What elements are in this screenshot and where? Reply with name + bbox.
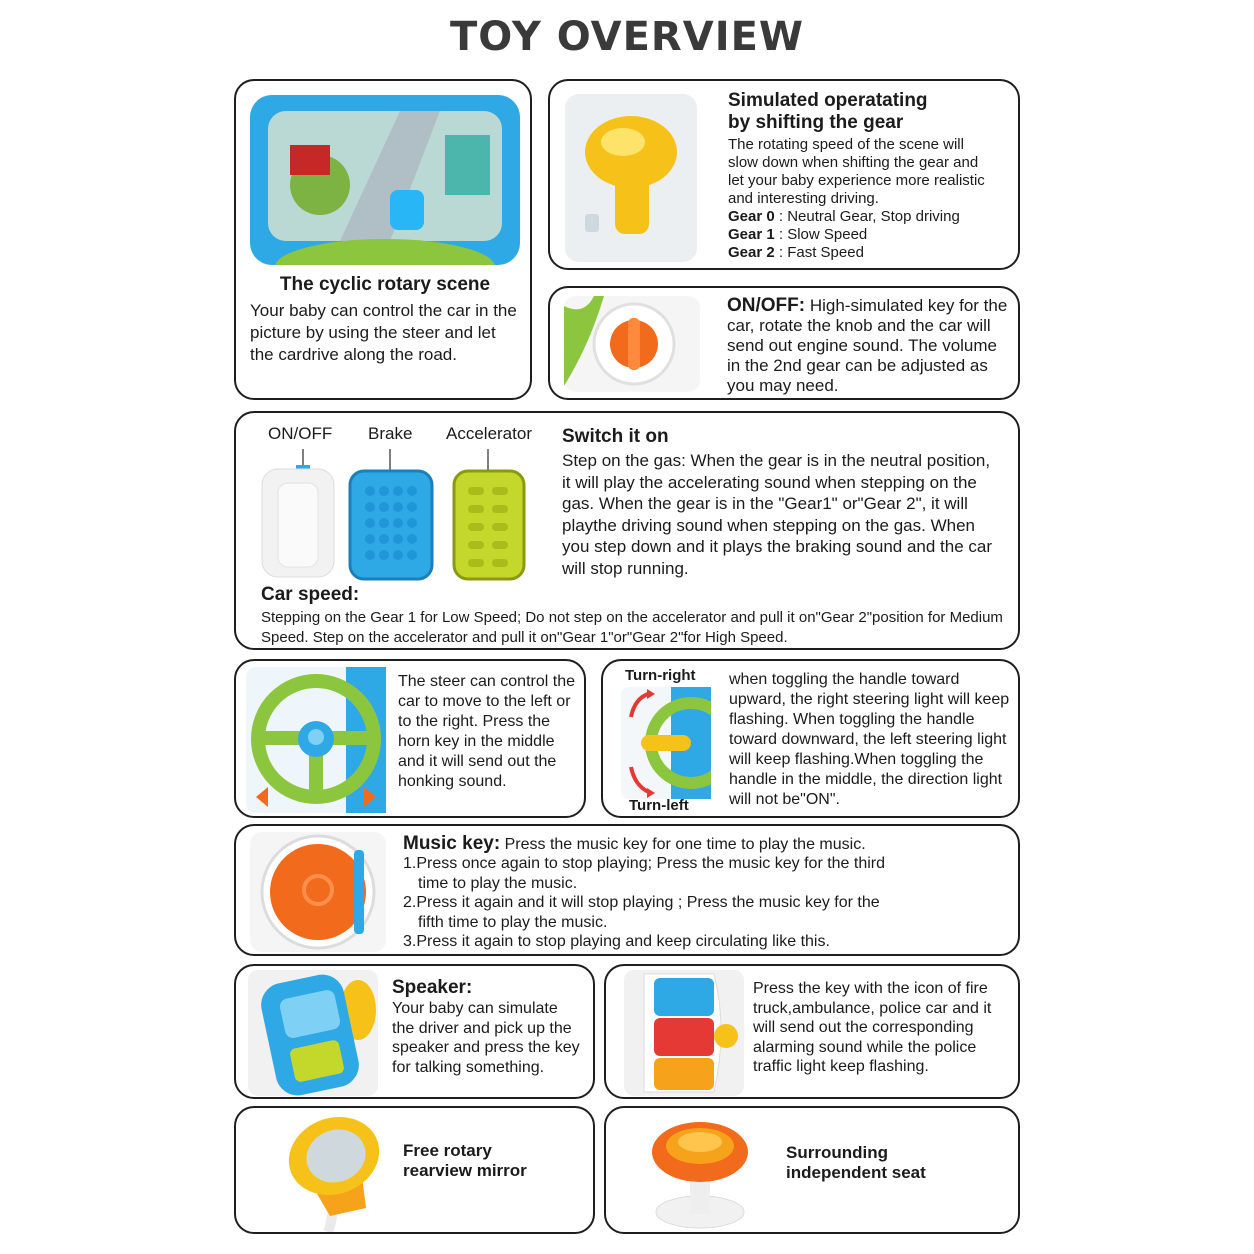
card-mirror bbox=[234, 1106, 595, 1234]
pedal-label-accelerator: Accelerator bbox=[446, 424, 532, 443]
steer-body: The steer can control the car to move to the left or to the right. Press the horn key in the middle and it will send out the honking sound. bbox=[398, 673, 575, 790]
car-speed-body: Stepping on the Gear 1 for Low Speed; Do not step on the accelerator and pull it on"Gear 2"position for Medium Speed. Step on the accelerator and pull it on"Gear 1"or"Gear 2"for High Speed. bbox=[261, 609, 1003, 646]
music-line-3: 2.Press it again and it will stop playing ; Press the music key for the bbox=[403, 894, 880, 911]
turn-right-label: Turn-right bbox=[625, 667, 696, 684]
rotary-scene-heading: The cyclic rotary scene bbox=[279, 274, 491, 295]
rotary-scene-image bbox=[250, 95, 520, 265]
speaker-body: Your baby can simulate the driver and pick up the speaker and press the key for talking something. bbox=[392, 1000, 580, 1076]
switch-body: Step on the gas: When the gear is in the neutral position, it will play the accelerating sound when stepping on the gas. When the gear is in the "Gear1" or"Gear 2", it will playthe driving sound when stepping on the gas. When you step down and it plays the braking sound and the car will stop running. bbox=[562, 451, 993, 578]
music-line-1: 1.Press once again to stop playing; Press the music key for the third bbox=[403, 855, 886, 872]
card-onoff-knob bbox=[548, 286, 1020, 400]
pedals-image bbox=[258, 449, 538, 583]
turn-handle-image bbox=[621, 687, 711, 799]
steering-wheel-image bbox=[246, 667, 386, 813]
mirror-line1: Free rotary bbox=[403, 1141, 492, 1160]
gear-heading-line2: by shifting the gear bbox=[728, 112, 904, 133]
gear-item-2: Gear 2 : Fast Speed bbox=[728, 244, 864, 261]
music-label: Music key: bbox=[403, 833, 501, 854]
onoff-body: High-simulated key for the car, rotate the knob and the car will send out engine sound. The volume in the 2nd gear can be adjusted as you may need. bbox=[727, 296, 1008, 395]
speaker-heading: Speaker: bbox=[392, 977, 473, 998]
music-intro: Press the music key for one time to play the music. bbox=[504, 836, 866, 853]
music-key-image bbox=[250, 832, 386, 952]
onoff-knob-image bbox=[564, 296, 700, 392]
pedal-label-onoff: ON/OFF bbox=[268, 424, 333, 443]
gear-body: The rotating speed of the scene will slow down when shifting the gear and let your baby experience more realistic and interesting driving. bbox=[728, 136, 985, 207]
seat-image bbox=[642, 1112, 752, 1232]
rotary-scene-body: Your baby can control the car in the picture by using the steer and let the cardrive along the road. bbox=[250, 301, 517, 364]
gear-shifter-image bbox=[565, 94, 697, 262]
card-speaker bbox=[234, 964, 595, 1099]
gear-item-1: Gear 1 : Slow Speed bbox=[728, 226, 868, 243]
card-seat bbox=[604, 1106, 1020, 1234]
music-intro-line bbox=[403, 834, 866, 855]
seat-line1: Surrounding bbox=[786, 1143, 888, 1162]
turn-left-label: Turn-left bbox=[629, 797, 689, 814]
seat-line2: independent seat bbox=[786, 1163, 926, 1182]
page-title: TOY OVERVIEW bbox=[449, 14, 805, 60]
music-line-5: 3.Press it again to stop playing and keep circulating like this. bbox=[403, 933, 830, 950]
card-music-key bbox=[234, 824, 1020, 956]
music-line-4: fifth time to play the music. bbox=[418, 914, 608, 931]
alarm-keys-image bbox=[624, 970, 744, 1096]
speaker-phone-image bbox=[248, 970, 378, 1096]
mirror-line2: rearview mirror bbox=[403, 1161, 527, 1180]
alarm-body: Press the key with the icon of fire truck,ambulance, police car and it will send out the corresponding alarming sound while the police traffic light keep flashing. bbox=[753, 980, 992, 1075]
rearview-mirror-image bbox=[270, 1112, 390, 1232]
card-rotary-scene bbox=[234, 79, 532, 400]
card-switch bbox=[234, 411, 1020, 650]
gear-item-0: Gear 0 : Neutral Gear, Stop driving bbox=[728, 208, 960, 225]
onoff-label: ON/OFF: bbox=[727, 295, 806, 316]
turn-body: when toggling the handle toward upward, the right steering light will keep flashing. When toggling the handle toward downward, the left steering light will keep flashing.When toggling the handle in the middle, the direction light will not be"ON". bbox=[729, 671, 1010, 808]
switch-heading: Switch it on bbox=[562, 426, 669, 447]
car-speed-heading: Car speed: bbox=[261, 584, 360, 605]
card-alarm-keys bbox=[604, 964, 1020, 1099]
music-line-2: time to play the music. bbox=[418, 875, 578, 892]
card-steer bbox=[234, 659, 586, 818]
card-turn-signal bbox=[601, 659, 1020, 818]
pedal-label-brake: Brake bbox=[368, 424, 413, 443]
onoff-text bbox=[727, 296, 1009, 396]
gear-heading-line1: Simulated operatating bbox=[728, 90, 928, 111]
card-gear bbox=[548, 79, 1020, 270]
